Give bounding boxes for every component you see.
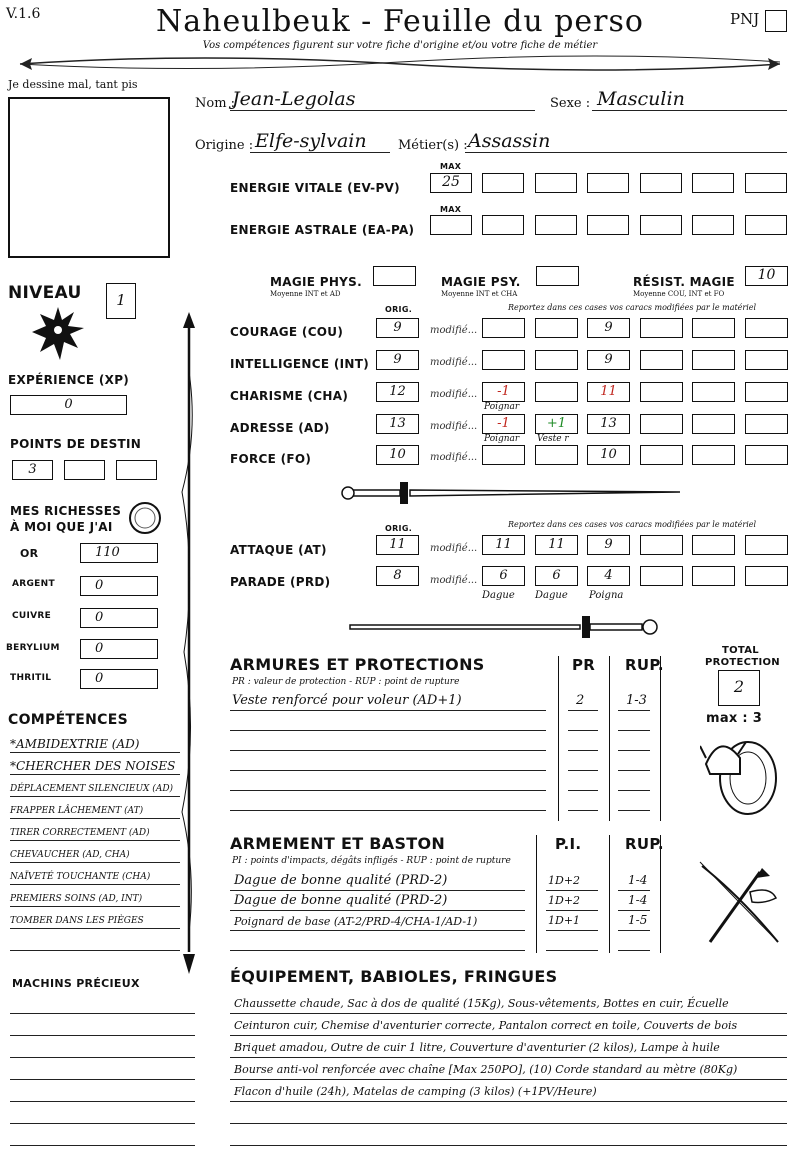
carac-note: Reportez dans ces cases vos caracs modifiées par le matériel [508,303,757,312]
attaque-modif-label: modifié... [430,543,478,554]
carac-modif-label: modifié... [430,452,478,463]
metier-label: Métier(s) : [398,138,468,153]
parade-note: Dague [535,590,568,601]
combat-orig-label: ORIG. [385,524,413,533]
carac-modif-box[interactable] [535,414,578,434]
carac-modif-value: 13 [600,416,617,431]
armement-col-divider [536,835,537,953]
resist-magie-label: RÉSIST. MAGIE [633,275,735,289]
carac-modif-value: -1 [497,416,510,431]
richesses-label: MES RICHESSES [10,504,122,518]
nom-label: Nom : [195,96,236,111]
carac-modif-value: 9 [604,352,613,367]
arme-name[interactable]: Dague de bonne qualité (PRD-2) [234,893,448,908]
carac-modif-box[interactable] [640,382,683,402]
equipement-item[interactable]: Chaussette chaude, Sac à dos de qualité (15Kg), Sous-vêtements, Bottes en cuir, Écuelle [234,997,729,1010]
armure-name[interactable]: Veste renforcé pour voleur (AD+1) [232,693,462,708]
carac-modif-label: modifié... [430,357,478,368]
metier-line [465,152,787,153]
armure-pr-line [568,710,598,711]
equipement-item[interactable]: Ceinturon cuir, Chemise d'aventurier correcte, Pantalon correct en toile, Couverts de bois [234,1019,738,1032]
arme-line [230,890,525,891]
ea-box[interactable] [640,215,682,235]
competence-line [10,818,180,819]
ev-box[interactable] [482,173,524,193]
carac-orig-box[interactable] [376,350,419,370]
carac-modif-label: modifié... [430,421,478,432]
armure-line [230,790,546,791]
armure-rup-line [618,810,650,811]
niveau-label: NIVEAU [8,283,82,303]
ev-box[interactable] [640,173,682,193]
arme-rup-line [618,930,650,931]
carac-modif-value: 9 [604,320,613,335]
equipement-line [230,1145,787,1146]
ev-max-box[interactable]: 25 [430,173,472,193]
machins-line[interactable] [10,1123,195,1124]
carac-modif-box[interactable] [535,318,578,338]
pnj-label: PNJ [730,10,760,28]
total-protection-box[interactable]: 2 [718,670,760,706]
armure-rup-line [618,710,650,711]
armure-pr-line [568,730,598,731]
ea-box[interactable] [587,215,629,235]
equipement-line [230,1013,787,1014]
parade-modif-label: modifié... [430,575,478,586]
carac-modif-box[interactable] [640,350,683,370]
carac-modif-box[interactable] [587,414,630,434]
weapons-icon [690,852,790,952]
carac-label: FORCE (FO) [230,452,312,466]
machins-line[interactable] [10,1057,195,1058]
nom-value[interactable]: Jean-Legolas [232,88,356,110]
combat-note: Reportez dans ces cases vos caracs modifiées par le matériel [508,520,757,529]
armure-line [230,750,546,751]
carac-modif-value: -1 [497,384,510,399]
competence-line [10,840,180,841]
carac-modif-value: 11 [600,384,617,399]
arme-rup-line [618,950,650,951]
equipement-line [230,1057,787,1058]
pnj-checkbox[interactable] [765,10,787,32]
arme-rup[interactable]: 1-4 [628,893,648,907]
niveau-box[interactable]: 1 [106,283,136,319]
cuivre-label: CUIVRE [12,611,52,621]
competence-line [10,862,180,863]
armure-pr-line [568,770,598,771]
machins-line[interactable] [10,1101,195,1102]
sexe-label: Sexe : [550,96,591,111]
armure-rup-line [618,730,650,731]
destin-box[interactable]: 3 [12,460,53,480]
nom-line [230,110,535,111]
carac-modif-box[interactable] [640,445,683,465]
sword-ornament-icon [340,612,685,642]
ev-box[interactable] [535,173,577,193]
carac-modif-box[interactable] [482,382,525,402]
combat-extra-box[interactable] [640,566,683,586]
helmet-shield-icon [700,728,780,816]
metier-value[interactable]: Assassin [468,130,551,152]
equipement-line [230,1101,787,1102]
spear-ornament-icon [178,312,200,974]
competence-item[interactable]: TIRER CORRECTEMENT (AD) [10,828,150,838]
parade-label: PARADE (PRD) [230,575,331,589]
parade-orig-box[interactable]: 8 [376,566,419,586]
cuivre-box[interactable]: 0 [80,608,158,628]
armement-label: ARMEMENT ET BASTON [230,834,446,853]
carac-modif-box[interactable] [640,414,683,434]
resist-magie-note: Moyenne COU, INT et FO [633,290,725,298]
destin-box[interactable] [64,460,105,480]
argent-box[interactable]: 0 [80,576,158,596]
armures-col-divider [660,656,661,821]
competence-line [10,928,180,929]
berylium-box[interactable]: 0 [80,639,158,659]
page-title: Naheulbeuk - Feuille du perso [156,4,644,39]
arme-rup-line [618,890,650,891]
version-label: V.1.6 [6,6,41,22]
arme-pi[interactable]: 1D+2 [548,894,581,907]
combat-extra-box[interactable] [640,535,683,555]
sexe-value[interactable]: Masculin [597,88,685,110]
carac-modif-label: modifié... [430,325,478,336]
armure-pr[interactable]: 2 [576,693,585,708]
armure-line [230,810,546,811]
competences-label: COMPÉTENCES [8,712,128,728]
attaque-orig-box[interactable]: 11 [376,535,419,555]
carac-label: CHARISME (CHA) [230,389,349,403]
ea-box[interactable] [535,215,577,235]
richesses-label-2: À MOI QUE J'AI [10,520,113,534]
magie-psy-box[interactable] [536,266,579,286]
equipement-label: ÉQUIPEMENT, BABIOLES, FRINGUES [230,967,558,986]
carac-orig-label: ORIG. [385,305,413,314]
destin-box[interactable] [116,460,157,480]
combat-extra-box[interactable] [745,535,788,555]
equipement-line [230,1035,787,1036]
header-arrows-ornament [0,50,800,76]
parade-modif-box[interactable]: 6 [535,566,578,586]
arme-line [230,930,525,931]
competence-line [10,796,180,797]
ev-box[interactable] [692,173,734,193]
sword-ornament-icon [340,478,685,508]
armure-rup-line [618,790,650,791]
attaque-modif-box[interactable]: 11 [482,535,525,555]
origine-value[interactable]: Elfe-sylvain [255,130,367,152]
thritil-label: THRITIL [10,673,52,683]
carac-modif-box[interactable] [745,350,788,370]
carac-orig-value: 13 [389,416,406,431]
attaque-modif-box[interactable]: 9 [587,535,630,555]
competence-line [10,884,180,885]
carac-orig-box[interactable] [376,318,419,338]
carac-modif-box[interactable] [640,318,683,338]
carac-modif-box[interactable] [745,414,788,434]
ea-max-label: MAX [440,205,462,214]
ea-box[interactable] [482,215,524,235]
armure-rup-line [618,770,650,771]
carac-modif-box[interactable] [745,382,788,402]
carac-orig-value: 9 [393,352,402,367]
competence-item[interactable]: *CHERCHER DES NOISES [10,759,176,773]
armement-rup-header: RUP. [625,835,664,853]
armures-pr-header: PR [572,656,596,674]
carac-orig-value: 12 [389,384,406,399]
combat-extra-box[interactable] [692,566,735,586]
armure-rup-line [618,750,650,751]
armure-pr-line [568,810,598,811]
ea-box[interactable] [692,215,734,235]
armure-line [230,710,546,711]
armures-col-divider [609,656,610,821]
sexe-line [592,110,787,111]
armure-rup[interactable]: 1-3 [626,693,647,708]
carac-modif-box[interactable] [745,318,788,338]
ea-box[interactable] [745,215,787,235]
carac-orig-box[interactable] [376,382,419,402]
machins-line[interactable] [10,1079,195,1080]
armure-pr-line [568,750,598,751]
or-box[interactable]: 110 [80,543,158,563]
arme-pi-line [546,950,598,951]
carac-orig-value: 10 [389,447,406,462]
ev-box[interactable] [745,173,787,193]
competence-item[interactable]: CHEVAUCHER (AD, CHA) [10,850,130,860]
armures-note: PR : valeur de protection - RUP : point de rupture [232,677,460,687]
carac-modif-box[interactable] [482,445,525,465]
competence-item[interactable]: NAÏVETÉ TOUCHANTE (CHA) [10,872,151,882]
carac-orig-box[interactable] [376,445,419,465]
xp-box[interactable]: 0 [10,395,127,415]
portrait-frame [8,97,170,258]
arme-pi[interactable]: 1D+2 [548,874,581,887]
magie-phys-box[interactable] [373,266,416,286]
armement-note: PI : points d'impacts, dégâts infligés - RUP : point de rupture [232,856,511,866]
carac-modif-value: 10 [600,447,617,462]
ea-label: ENERGIE ASTRALE (EA-PA) [230,223,415,237]
xp-label: EXPÉRIENCE (XP) [8,373,130,387]
parade-note: Dague [482,590,515,601]
max-protection-label: max : 3 [706,711,763,726]
arme-line [230,950,525,951]
carac-modif-box[interactable] [692,382,735,402]
arme-rup[interactable]: 1-4 [628,873,648,887]
carac-modif-box[interactable] [535,382,578,402]
or-label: OR [20,547,39,560]
competence-line [10,774,180,775]
ev-label: ENERGIE VITALE (EV-PV) [230,181,400,195]
destin-label: POINTS DE DESTIN [10,437,142,451]
arme-pi[interactable]: 1D+1 [548,914,581,927]
carac-label: ADRESSE (AD) [230,421,330,435]
carac-modif-note: Poignar [484,402,520,412]
arme-name[interactable]: Dague de bonne qualité (PRD-2) [234,873,448,888]
combat-extra-box[interactable] [745,566,788,586]
ev-box[interactable] [587,173,629,193]
coin-icon [128,501,162,535]
carac-modif-box[interactable] [692,318,735,338]
attaque-modif-box[interactable]: 11 [535,535,578,555]
dragon-icon [28,302,88,364]
carac-modif-box[interactable] [692,445,735,465]
carac-orig-value: 9 [393,320,402,335]
portrait-caption: Je dessine mal, tant pis [8,78,138,91]
armures-col-divider [558,656,559,821]
carac-label: COURAGE (COU) [230,325,344,339]
carac-modif-box[interactable] [482,318,525,338]
carac-modif-box[interactable] [692,350,735,370]
magie-psy-note: Moyenne INT et CHA [441,290,518,298]
competence-item[interactable]: DÉPLACEMENT SILENCIEUX (AD) [10,784,174,794]
carac-modif-box[interactable] [587,318,630,338]
armement-pi-header: P.I. [555,835,582,853]
equipement-line [230,1079,787,1080]
thritil-box[interactable]: 0 [80,669,158,689]
equipement-item[interactable]: Bourse anti-vol renforcée avec chaîne [Max 250PO], (10) Corde standard au mètre (80Kg) [234,1063,738,1076]
arme-pi-line [546,910,598,911]
resist-magie-box[interactable]: 10 [745,266,788,286]
carac-modif-box[interactable] [745,445,788,465]
machins-label: MACHINS PRÉCIEUX [12,977,140,990]
total-protection-label-2: PROTECTION [705,657,780,668]
parade-modif-box[interactable]: 6 [482,566,525,586]
arme-rup-line [618,910,650,911]
carac-modif-box[interactable] [482,414,525,434]
armure-pr-line [568,790,598,791]
carac-modif-note: Poignar [484,434,520,444]
carac-modif-box[interactable] [535,350,578,370]
origine-line [250,152,390,153]
arme-rup[interactable]: 1-5 [628,913,648,927]
armement-col-divider [660,835,661,953]
machins-line[interactable] [10,1035,195,1036]
competence-item[interactable]: TOMBER DANS LES PIÈGES [10,916,144,926]
carac-modif-box[interactable] [482,350,525,370]
attaque-label: ATTAQUE (AT) [230,543,327,557]
magie-phys-note: Moyenne INT et AD [270,290,341,298]
carac-modif-box[interactable] [692,414,735,434]
competence-item[interactable]: PREMIERS SOINS (AD, INT) [10,894,143,904]
argent-label: ARGENT [12,579,55,589]
combat-extra-box[interactable] [692,535,735,555]
carac-orig-box[interactable] [376,414,419,434]
parade-modif-box[interactable]: 4 [587,566,630,586]
magie-psy-label: MAGIE PSY. [441,275,521,289]
origine-label: Origine : [195,138,254,153]
carac-modif-value: +1 [546,416,567,431]
carac-modif-note: Veste r [537,434,569,444]
equipement-line [230,1123,787,1124]
carac-modif-box[interactable] [587,445,630,465]
competence-item[interactable]: FRAPPER LÂCHEMENT (AT) [10,806,144,816]
competence-line [10,950,180,951]
competence-item[interactable]: *AMBIDEXTRIE (AD) [10,737,140,751]
arme-pi-line [546,930,598,931]
armure-line [230,730,546,731]
carac-modif-box[interactable] [587,382,630,402]
total-protection-label: TOTAL [722,645,759,656]
armure-line [230,770,546,771]
ev-max-label: MAX [440,162,462,171]
armement-col-divider [609,835,610,953]
carac-label: INTELLIGENCE (INT) [230,357,369,371]
carac-modif-box[interactable] [587,350,630,370]
ea-max-box[interactable] [430,215,472,235]
competence-line [10,752,180,753]
carac-modif-box[interactable] [535,445,578,465]
parade-note: Poigna [589,590,624,601]
armures-rup-header: RUP. [625,656,664,674]
page-subtitle: Vos compétences figurent sur votre fiche d'origine et/ou votre fiche de métier [202,40,598,51]
machins-line[interactable] [10,1013,195,1014]
arme-line [230,910,525,911]
magie-phys-label: MAGIE PHYS. [270,275,362,289]
competence-line [10,906,180,907]
equipement-item[interactable]: Briquet amadou, Outre de cuir 1 litre, Couverture d'aventurier (2 kilos), Lampe à huile [234,1041,720,1054]
berylium-label: BERYLIUM [6,643,60,653]
arme-name[interactable]: Poignard de base (AT-2/PRD-4/CHA-1/AD-1) [234,915,478,928]
equipement-item[interactable]: Flacon d'huile (24h), Matelas de camping (3 kilos) (+1PV/Heure) [234,1085,597,1098]
machins-line[interactable] [10,1145,195,1146]
armures-label: ARMURES ET PROTECTIONS [230,655,485,674]
carac-modif-label: modifié... [430,389,478,400]
arme-pi-line [546,890,598,891]
